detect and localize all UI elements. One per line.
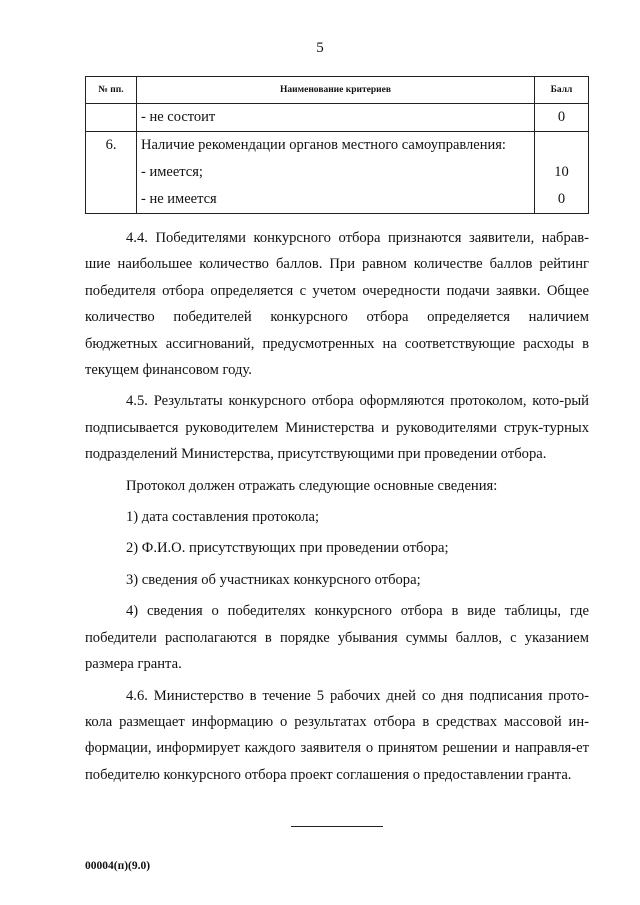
- document-body: [85, 225, 589, 788]
- divider-line: [291, 826, 383, 827]
- criterion-option: - имеется;: [141, 164, 203, 180]
- header-num: № пп.: [86, 77, 137, 104]
- row-number: [86, 104, 137, 132]
- criterion-score: 0: [557, 191, 566, 207]
- row-number: [86, 132, 137, 214]
- list-item: 4) сведения о победителях конкурсного отбора в виде таблицы, где победители располагаются в порядке убывания суммы баллов, с указанием размера гранта.: [85, 603, 589, 673]
- protocol-intro: Протокол должен отражать следующие основные сведения:: [126, 477, 498, 494]
- header-score: Балл: [535, 77, 589, 104]
- criterion-name: Наличие рекомендации органов местного самоуправления:: [141, 137, 506, 153]
- table-row: [86, 104, 589, 132]
- row-number-value: 6.: [105, 137, 117, 153]
- table-header-row: [86, 77, 589, 104]
- criterion-name: - не состоит: [137, 104, 535, 132]
- list-item: 1) дата составления протокола;: [126, 509, 320, 526]
- list-item: 2) Ф.И.О. присутствующих при проведении отбора;: [126, 540, 449, 557]
- table-row: [86, 132, 589, 214]
- criteria-table: [85, 76, 589, 214]
- header-criteria-name: Наименование критериев: [137, 77, 535, 104]
- paragraph-4-5: 4.5. Результаты конкурсного отбора оформляются протоколом, кото-рый подписывается руководителем Министерства и руководителями струк-турных подразделений Министерства, присутствующими при проведении отбора.: [85, 393, 589, 463]
- list-item: 3) сведения об участниках конкурсного отбора;: [126, 571, 421, 588]
- page-number: 5: [316, 40, 324, 56]
- criterion-name-cell: [137, 132, 535, 214]
- criterion-score: [535, 132, 588, 159]
- criterion-score: 10: [554, 164, 569, 180]
- criterion-score-cell: [535, 132, 589, 214]
- criterion-option: - не имеется: [141, 191, 217, 207]
- paragraph-4-4: 4.4. Победителями конкурсного отбора признаются заявители, набрав-шие наибольшее количество баллов. При равном количестве баллов рейтинг победителя отбора определяется с учетом очередности подачи заявки. Общее количество победителей конкурсного отбора определяется наличием бюджетных ассигнований, предусмотренных на соответствующие расходы в текущем финансовом году.: [85, 230, 589, 379]
- criterion-score: 0: [535, 104, 589, 132]
- paragraph-4-6: 4.6. Министерство в течение 5 рабочих дней со дня подписания прото-кола размещает информацию о результатах отбора в средствах массовой ин-формации, информирует каждого заявителя о принятом решении и направля-ет победителю конкурсного отбора проект соглашения о предоставлении гранта.: [85, 687, 589, 783]
- document-code: 00004(п)(9.0): [85, 860, 151, 872]
